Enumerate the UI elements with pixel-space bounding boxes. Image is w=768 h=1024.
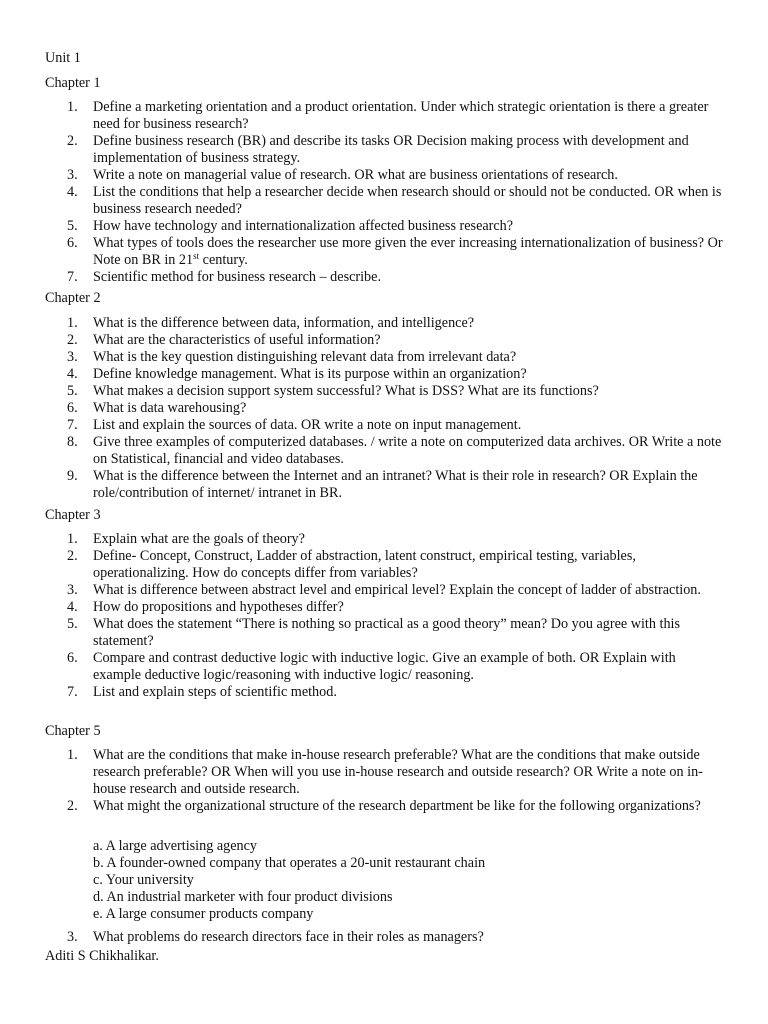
list-item: 4. Define knowledge management. What is its purpose within an organization?: [67, 366, 527, 382]
list-item: 3. What is the key question distinguishing relevant data from irrelevant data?: [67, 349, 517, 365]
chapter-5-question-list-continued: [45, 929, 725, 946]
list-item: d. An industrial marketer with four product divisions: [93, 889, 393, 905]
list-item: 7. List and explain steps of scientific method.: [67, 684, 337, 700]
list-item: 3. Write a note on managerial value of research. OR what are business orientations of research.: [67, 167, 618, 183]
list-item: 6. Compare and contrast deductive logic with inductive logic. Give an example of both. OR Explain with example deductive logic/reasoning with inductive logic/ reasoning.: [67, 650, 676, 683]
list-item: 4. How do propositions and hypotheses differ?: [67, 599, 344, 615]
list-item: 1. Define a marketing orientation and a product orientation. Under which strategic orientation is there a greater need for business research?: [67, 99, 709, 132]
list-item: 8. Give three examples of computerized databases. / write a note on computerized data archives. OR Write a note on Statistical, financial and video databases.: [67, 434, 722, 467]
chapter-3-question-list: [45, 531, 725, 701]
list-item: 4. List the conditions that help a researcher decide when research should or should not be conducted. OR when is business research needed?: [67, 184, 722, 217]
list-item: 7. List and explain the sources of data. OR write a note on input management.: [67, 417, 522, 433]
list-item: 5. What does the statement “There is nothing so practical as a good theory” mean? Do you agree with this statement?: [67, 616, 681, 649]
chapter-3-heading: Chapter 3: [45, 507, 101, 523]
chapter-1-heading: Chapter 1: [45, 75, 101, 91]
organization-sub-list: [93, 838, 713, 923]
list-item: 1. What are the conditions that make in-house research preferable? What are the conditions that make outside research preferable? OR When will you use in-house research and outside research? OR Write a note on in-house research and outside research.: [67, 747, 703, 797]
chapter-2-question-list: [45, 315, 725, 502]
chapter-1-question-list: [45, 99, 725, 286]
list-item: a. A large advertising agency: [93, 838, 258, 854]
list-item: c. Your university: [93, 872, 194, 888]
unit-title: Unit 1: [45, 50, 81, 66]
list-item: 2. What might the organizational structure of the research department be like for the following organizations?: [67, 798, 701, 814]
list-item: e. A large consumer products company: [93, 906, 314, 922]
list-item: 2. Define business research (BR) and describe its tasks OR Decision making process with development and implementation of business strategy.: [67, 133, 689, 166]
list-item: 9. What is the difference between the Internet and an intranet? What is their role in research? OR Explain the role/contribution of internet/ intranet in BR.: [67, 468, 698, 501]
list-item: 7. Scientific method for business research – describe.: [67, 269, 381, 285]
chapter-2-heading: Chapter 2: [45, 290, 101, 306]
list-item: 1. What is the difference between data, information, and intelligence?: [67, 315, 475, 331]
list-item: 5. What makes a decision support system successful? What is DSS? What are its functions?: [67, 383, 599, 399]
author-signature: Aditi S Chikhalikar.: [45, 948, 159, 964]
chapter-5-question-list: [45, 747, 725, 815]
list-item: 3. What is difference between abstract level and empirical level? Explain the concept of ladder of abstraction.: [67, 582, 701, 598]
list-item: 3. What problems do research directors face in their roles as managers?: [67, 929, 484, 945]
list-item: 5. How have technology and internationalization affected business research?: [67, 218, 514, 234]
list-item: 2. Define- Concept, Construct, Ladder of abstraction, latent construct, empirical testing, variables, operationalizing. How do concepts differ from variables?: [67, 548, 636, 581]
list-item: 6. What is data warehousing?: [67, 400, 247, 416]
list-item: 2. What are the characteristics of useful information?: [67, 332, 381, 348]
list-item: 1. Explain what are the goals of theory?: [67, 531, 305, 547]
chapter-5-heading: Chapter 5: [45, 723, 101, 739]
list-item: 6. What types of tools does the researcher use more given the ever increasing internationalization of business? Or Note on BR in 21st century.: [67, 235, 723, 268]
list-item: b. A founder-owned company that operates a 20-unit restaurant chain: [93, 855, 486, 871]
